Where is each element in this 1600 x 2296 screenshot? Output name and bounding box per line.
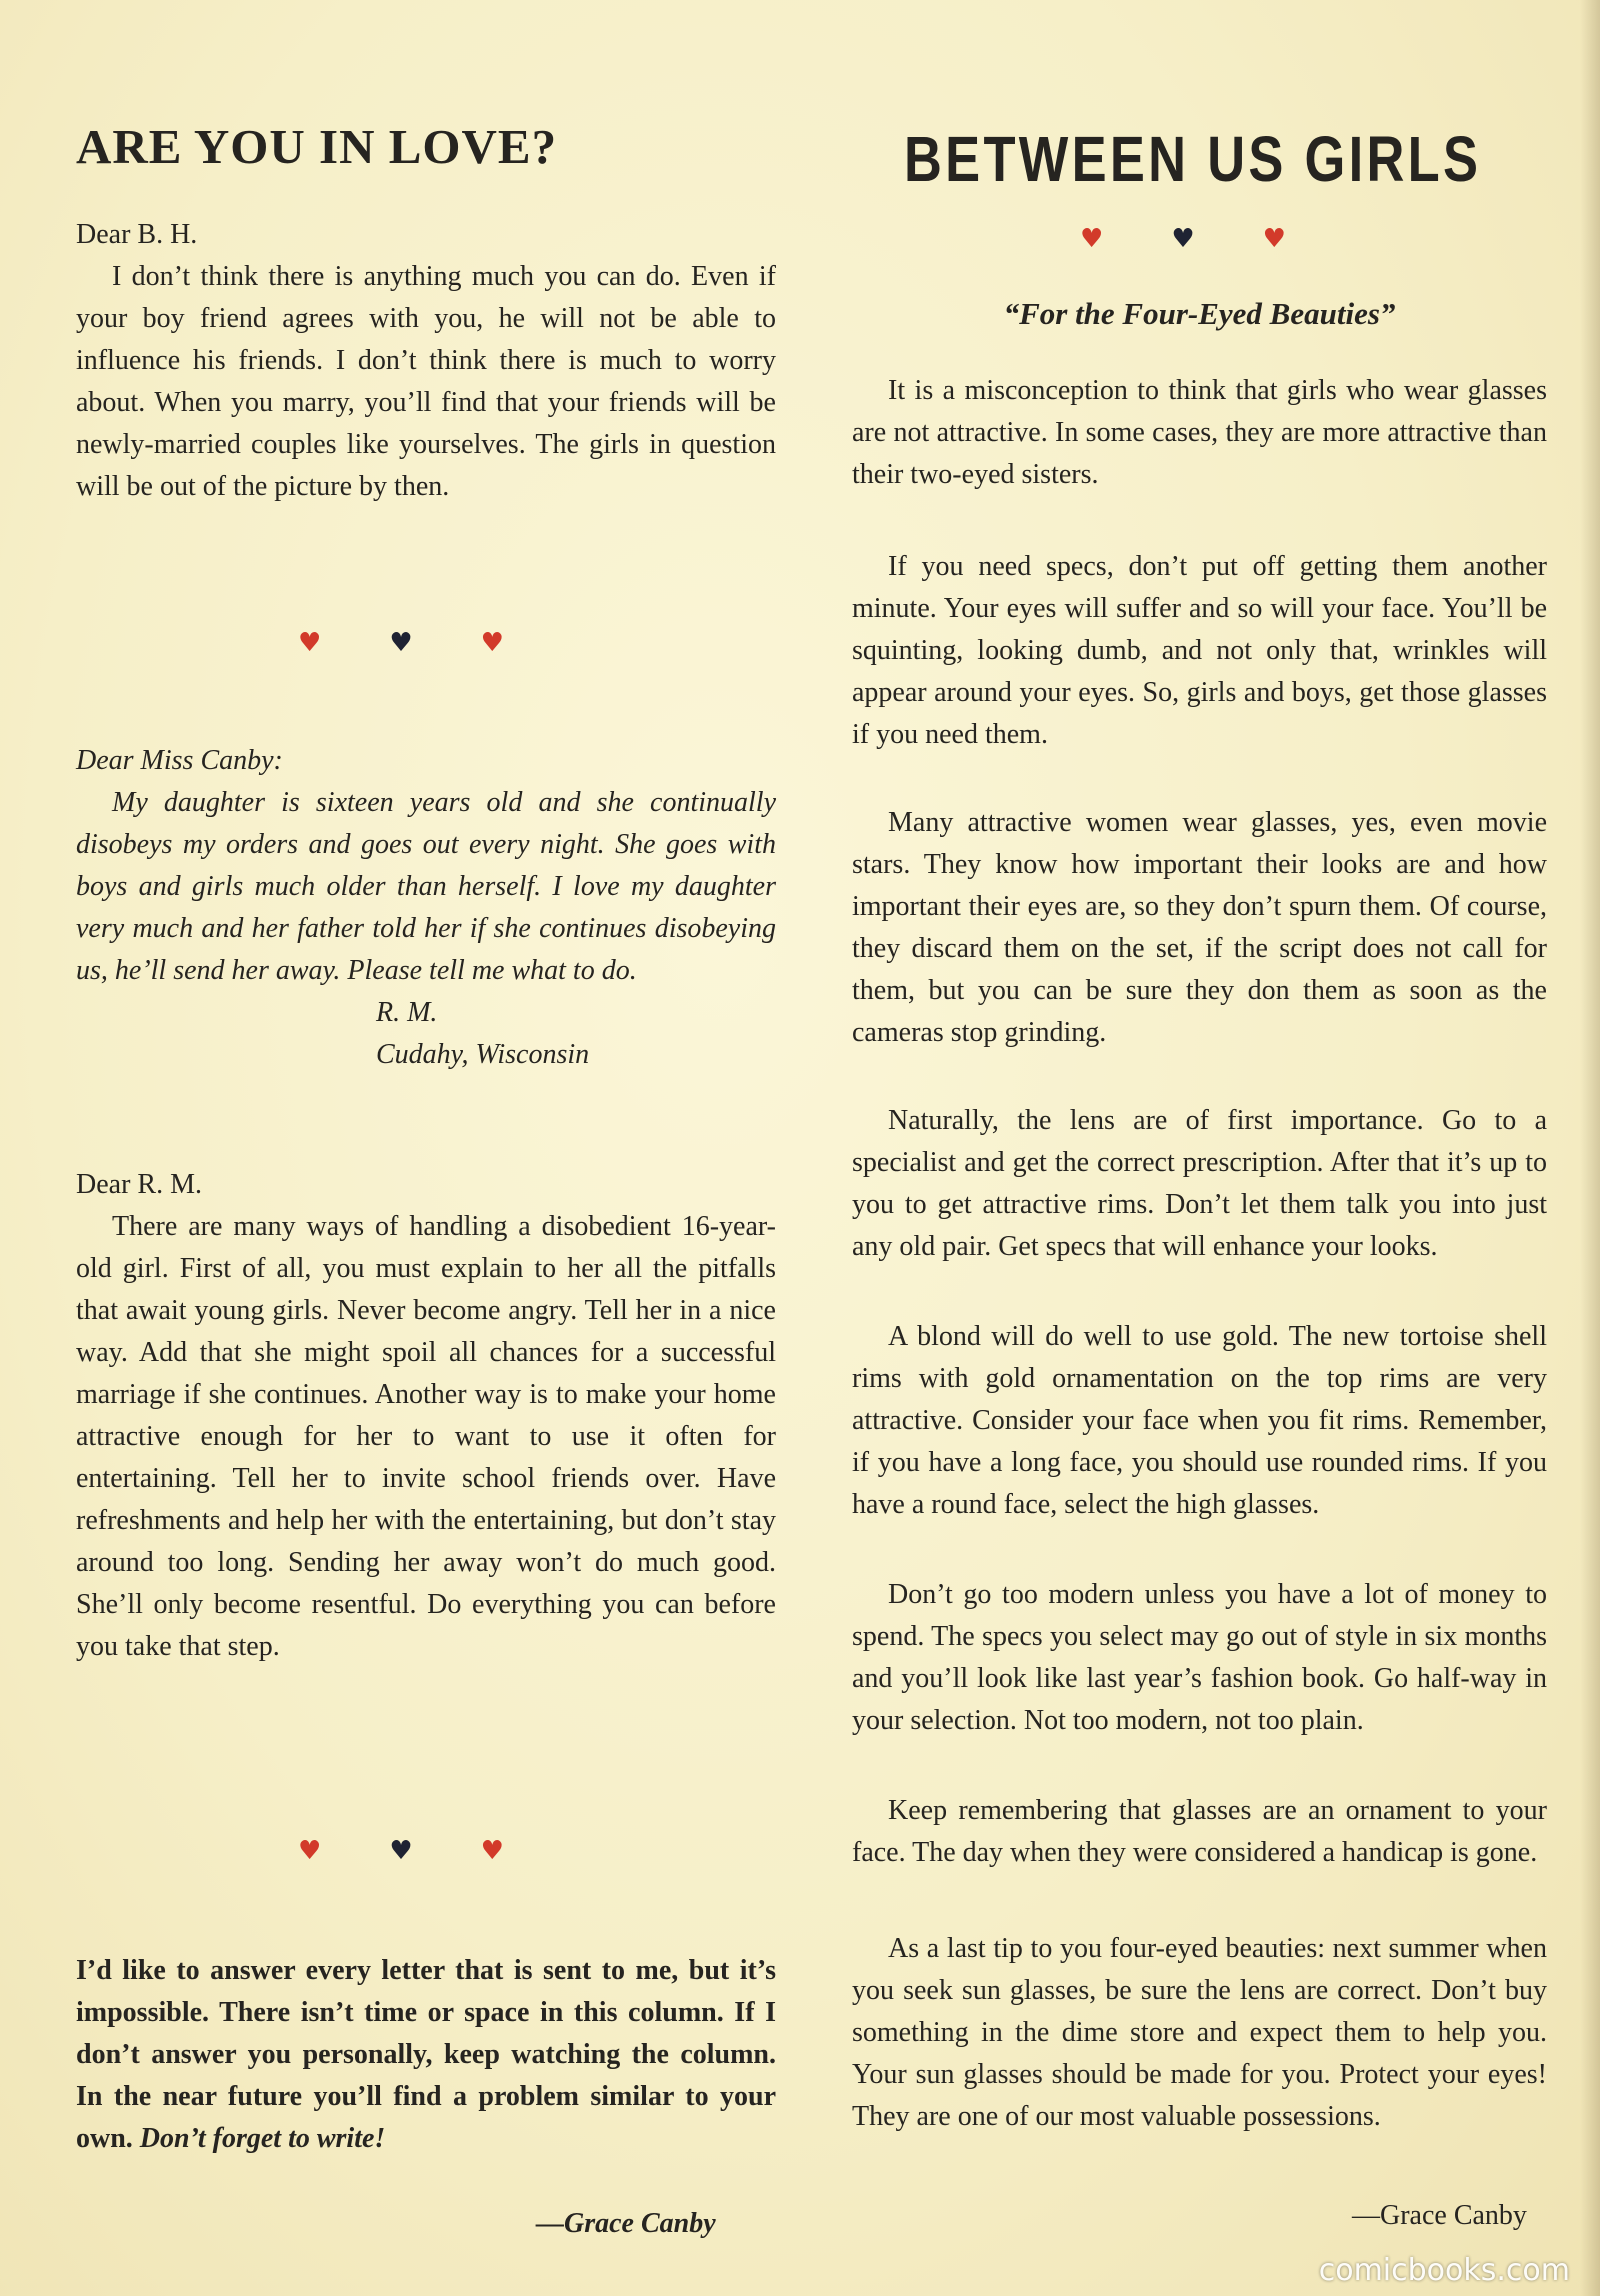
- left-hearts-divider-2: [298, 1836, 504, 1866]
- right-paragraph-2: [852, 546, 1547, 756]
- letter2-salutation: Dear Miss Canby:: [76, 745, 283, 776]
- right-paragraph-text: As a last tip to you four-eyed beauties: next summer when you seek sun glasses, be sure the lens are correct. Don’t buy something in the dime store and expect them to help you. Your sun glasses should be made for you. Protect your eyes! They are one of our most valuable possessions.: [852, 1933, 1547, 2132]
- letter2-sign-initials: R. M.: [376, 997, 438, 1028]
- right-column-subtitle: “For the Four-Eyed Beauties”: [1003, 296, 1396, 331]
- letter1-reply-salutation: Dear B. H.: [76, 219, 198, 250]
- left-column-title: ARE YOU IN LOVE?: [76, 119, 558, 174]
- heart-icon: ♥: [1262, 224, 1286, 254]
- left-signature: —Grace Canby: [536, 2208, 716, 2239]
- heart-icon: ♥: [298, 1836, 322, 1866]
- closing-note: [76, 1950, 776, 2160]
- left-hearts-divider-1: [298, 628, 504, 658]
- watermark: comicbooks.com: [1318, 2253, 1570, 2288]
- closing-note-emphasis: Don’t forget to write!: [139, 2123, 386, 2154]
- letter1-reply: [76, 214, 776, 508]
- heart-icon: ♥: [480, 1836, 504, 1866]
- page-edge-shadow: [1580, 0, 1600, 2296]
- closing-note-body: I’d like to answer every letter that is sent to me, but it’s impossible. There isn’t time or space in this column. If I don’t answer you personally, keep watching the column. In the near future you’ll find a problem similar to your own. Don’t forget to write!: [76, 1955, 776, 2154]
- right-paragraph-8: [852, 1928, 1547, 2138]
- heart-icon: ♥: [298, 628, 322, 658]
- right-paragraph-text: Naturally, the lens are of first importance. Go to a specialist and get the correct prescription. After that it’s up to you to get attractive rims. Don’t let them talk you into just any old pair. Get specs that will enhance your looks.: [852, 1105, 1547, 1262]
- right-paragraph-text: Keep remembering that glasses are an ornament to your face. The day when they were considered a handicap is gone.: [852, 1795, 1547, 1868]
- heart-icon: ♥: [389, 628, 413, 658]
- right-paragraph-text: It is a misconception to think that girls who wear glasses are not attractive. In some cases, they are more attractive than their two-eyed sisters.: [852, 375, 1547, 490]
- right-column-title: BETWEEN US GIRLS: [904, 123, 1482, 195]
- right-paragraph-6: [852, 1574, 1547, 1742]
- heart-icon: ♥: [389, 1836, 413, 1866]
- letter2: [76, 740, 776, 1076]
- right-paragraph-text: If you need specs, don’t put off getting them another minute. Your eyes will suffer and so will your face. You’ll be squinting, looking dumb, and not only that, wrinkles will appear around your eyes. So, girls and boys, get those glasses if you need them.: [852, 551, 1547, 750]
- right-paragraph-7: [852, 1790, 1547, 1874]
- right-paragraph-4: [852, 1100, 1547, 1268]
- right-hearts-divider: [1080, 224, 1286, 254]
- right-paragraph-1: [852, 370, 1547, 496]
- right-paragraph-text: A blond will do well to use gold. The new tortoise shell rims with gold ornamentation on the top rims are very attractive. Consider your face when you fit rims. Remember, if you have a long face, you should use rounded rims. If you have a round face, select the high glasses.: [852, 1321, 1547, 1520]
- heart-icon: ♥: [1080, 224, 1104, 254]
- letter2-sign-location: Cudahy, Wisconsin: [376, 1039, 590, 1070]
- right-signature: —Grace Canby: [1352, 2200, 1527, 2231]
- right-paragraph-3: [852, 802, 1547, 1054]
- heart-icon: ♥: [480, 628, 504, 658]
- letter2-reply: [76, 1164, 776, 1668]
- right-paragraph-text: Don’t go too modern unless you have a lot of money to spend. The specs you select may go out of style in six months and you’ll look like last year’s fashion book. Go half-way in your selection. Not too modern, not too plain.: [852, 1579, 1547, 1736]
- letter2-body: My daughter is sixteen years old and she continually disobeys my orders and goes out every night. She goes with boys and girls much older than herself. I love my daughter very much and her father told her if she continues disobeying us, he’ll send her away. Please tell me what to do.: [76, 787, 776, 986]
- heart-icon: ♥: [1171, 224, 1195, 254]
- letter2-reply-salutation: Dear R. M.: [76, 1169, 202, 1200]
- right-paragraph-text: Many attractive women wear glasses, yes, even movie stars. They know how important their looks are and how important their eyes are, so they don’t spurn them. Of course, they discard them on the set, if the script does not call for them, but you can be sure they don them as soon as the cameras stop grinding.: [852, 807, 1547, 1048]
- letter1-reply-body: I don’t think there is anything much you can do. Even if your boy friend agrees with you, he will not be able to influence his friends. I don’t think there is much to worry about. When you marry, you’ll find that your friends will be newly-married couples like yourselves. The girls in question will be out of the picture by then.: [76, 261, 776, 502]
- right-paragraph-5: [852, 1316, 1547, 1526]
- letter2-reply-body: There are many ways of handling a disobedient 16-year-old girl. First of all, you must explain to her all the pitfalls that await young girls. Never become angry. Tell her in a nice way. Add that she might spoil all chances for a successful marriage if she continues. Another way is to make your home attractive enough for her to want to use it often for entertaining. Tell her to invite school friends over. Have refreshments and help her with the entertaining, but don’t stay around too long. Sending her away won’t do much good. She’ll only become resentful. Do everything you can before you take that step.: [76, 1211, 776, 1662]
